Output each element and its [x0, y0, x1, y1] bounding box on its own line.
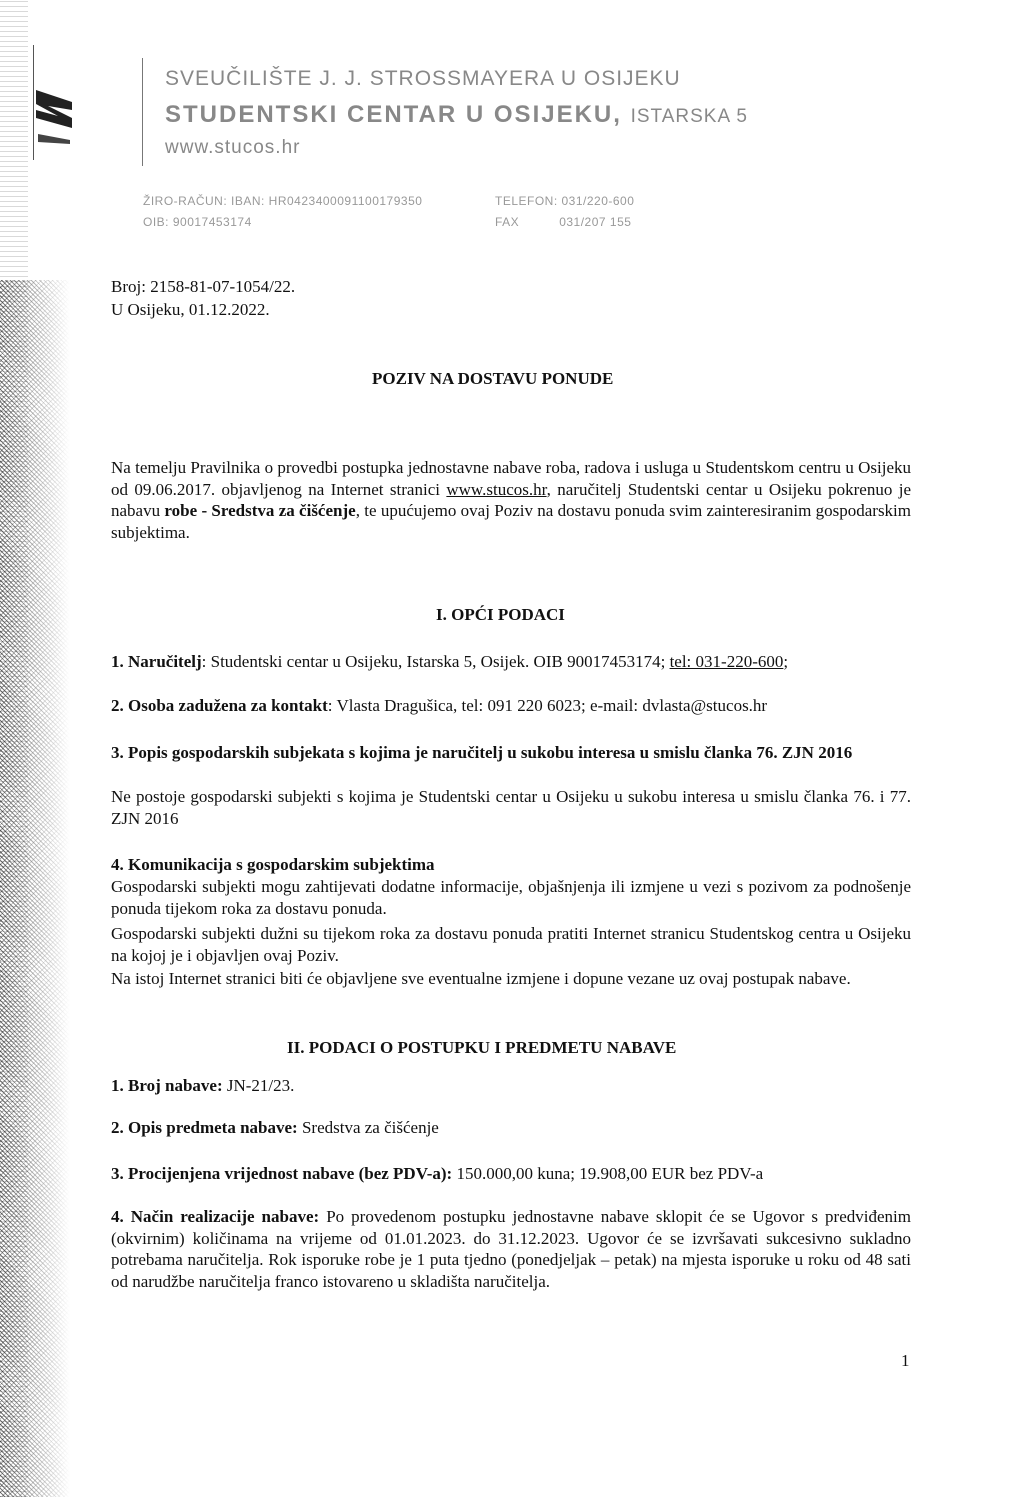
communication-text-1: Gospodarski subjekti mogu zahtijevati dodatne informacije, objašnjenja ili izmjene u vezi s pozivom za podnošenje ponuda tijekom roka za dostavu ponuda. [111, 877, 911, 918]
intro-paragraph: Na temelju Pravilnika o provedbi postupka jednostavne nabave roba, radova i usluga u Studentskom centru u Osijeku od 09.06.2017. objavljenog na Internet stranici www.stucos.hr, naručitelj Studentski centar u Osijeku pokrenuo je nabavu robe - Sredstva za čišćenje, te upućujemo ovaj Poziv na dostavu ponuda svim zainteresiranim gospodarskim subjektima. [111, 458, 912, 542]
document-title: POZIV NA DOSTAVU PONUDE [372, 369, 614, 388]
phone: TELEFON: 031/220-600 [495, 194, 635, 208]
phone-link[interactable]: tel: 031-220-600 [669, 652, 784, 671]
page-number: 1 [901, 1351, 910, 1370]
procurement-number: 1. Broj nabave: JN-21/23. [111, 1076, 295, 1095]
bank-account: ŽIRO-RAČUN: IBAN: HR0423400091100179350 [143, 194, 423, 208]
scan-edge-shadow [0, 280, 70, 1497]
oib: OIB: 90017453174 [143, 215, 252, 229]
fax: FAX 031/207 155 [495, 215, 632, 229]
realization-method: 4. Način realizacije nabave: Po provedenom postupku jednostavne nabave sklopit će se Ugovor s predviđenim (okvirnim) količinama na vrijeme od 01.01.2023. do 31.12.2023. Ugovor će se izvršavati sukcesivno sukladno potrebama naručitelja. Rok isporuke robe je 1 puta tjedno (ponedjeljak – petak) na mjesta isporuke u roku od 48 sati od narudžbe naručitelja franco istovareno u skladišta naručitelja. [111, 1207, 911, 1291]
reference-number: Broj: 2158-81-07-1054/22. [111, 277, 296, 296]
section-1-heading: I. OPĆI PODACI [436, 605, 565, 624]
website: www.stucos.hr [165, 137, 301, 158]
letterhead-divider [142, 58, 143, 166]
communication-text-2: Gospodarski subjekti dužni su tijekom roka za dostavu ponuda pratiti Internet stranicu Studentskog centra u Osijeku na kojoj je i objavljen ovaj Poziv. [111, 924, 911, 965]
university-name: SVEUČILIŠTE J. J. STROSSMAYERA U OSIJEKU [165, 67, 681, 90]
document-date: U Osijeku, 01.12.2022. [111, 300, 270, 319]
contact-person: 2. Osoba zadužena za kontakt: Vlasta Dragušica, tel: 091 220 6023; e-mail: dvlasta@stucos.hr [111, 696, 768, 715]
institution-name: STUDENTSKI CENTAR U OSIJEKU, ISTARSKA 5 [165, 101, 748, 128]
stucos-logo-icon [34, 88, 74, 148]
procurement-subject: 2. Opis predmeta nabave: Sredstva za čišćenje [111, 1118, 439, 1137]
website-link[interactable]: www.stucos.hr [446, 479, 547, 499]
section-2-heading: II. PODACI O POSTUPKU I PREDMETU NABAVE [287, 1038, 677, 1057]
conflict-of-interest-heading: 3. Popis gospodarskih subjekata s kojima je naručitelj u sukobu interesa u smislu članka 76. ZJN 2016 [111, 743, 853, 762]
institution-address: ISTARSKA 5 [630, 106, 748, 127]
communication-text-3: Na istoj Internet stranici biti će objavljene sve eventualne izmjene i dopune vezane uz ovaj postupak nabave. [111, 969, 851, 988]
contracting-authority: 1. Naručitelj: Studentski centar u Osijeku, Istarska 5, Osijek. OIB 90017453174; tel: 031-220-600; [111, 652, 789, 671]
conflict-of-interest-text: Ne postoje gospodarski subjekti s kojima je Studentski centar u Osijeku u sukobu interesa u smislu članka 76. i 77. ZJN 2016 [111, 787, 911, 828]
communication-heading: 4. Komunikacija s gospodarskim subjektima [111, 855, 435, 874]
estimated-value: 3. Procijenjena vrijednost nabave (bez PDV-a): 150.000,00 kuna; 19.908,00 EUR bez PDV-a [111, 1164, 764, 1183]
